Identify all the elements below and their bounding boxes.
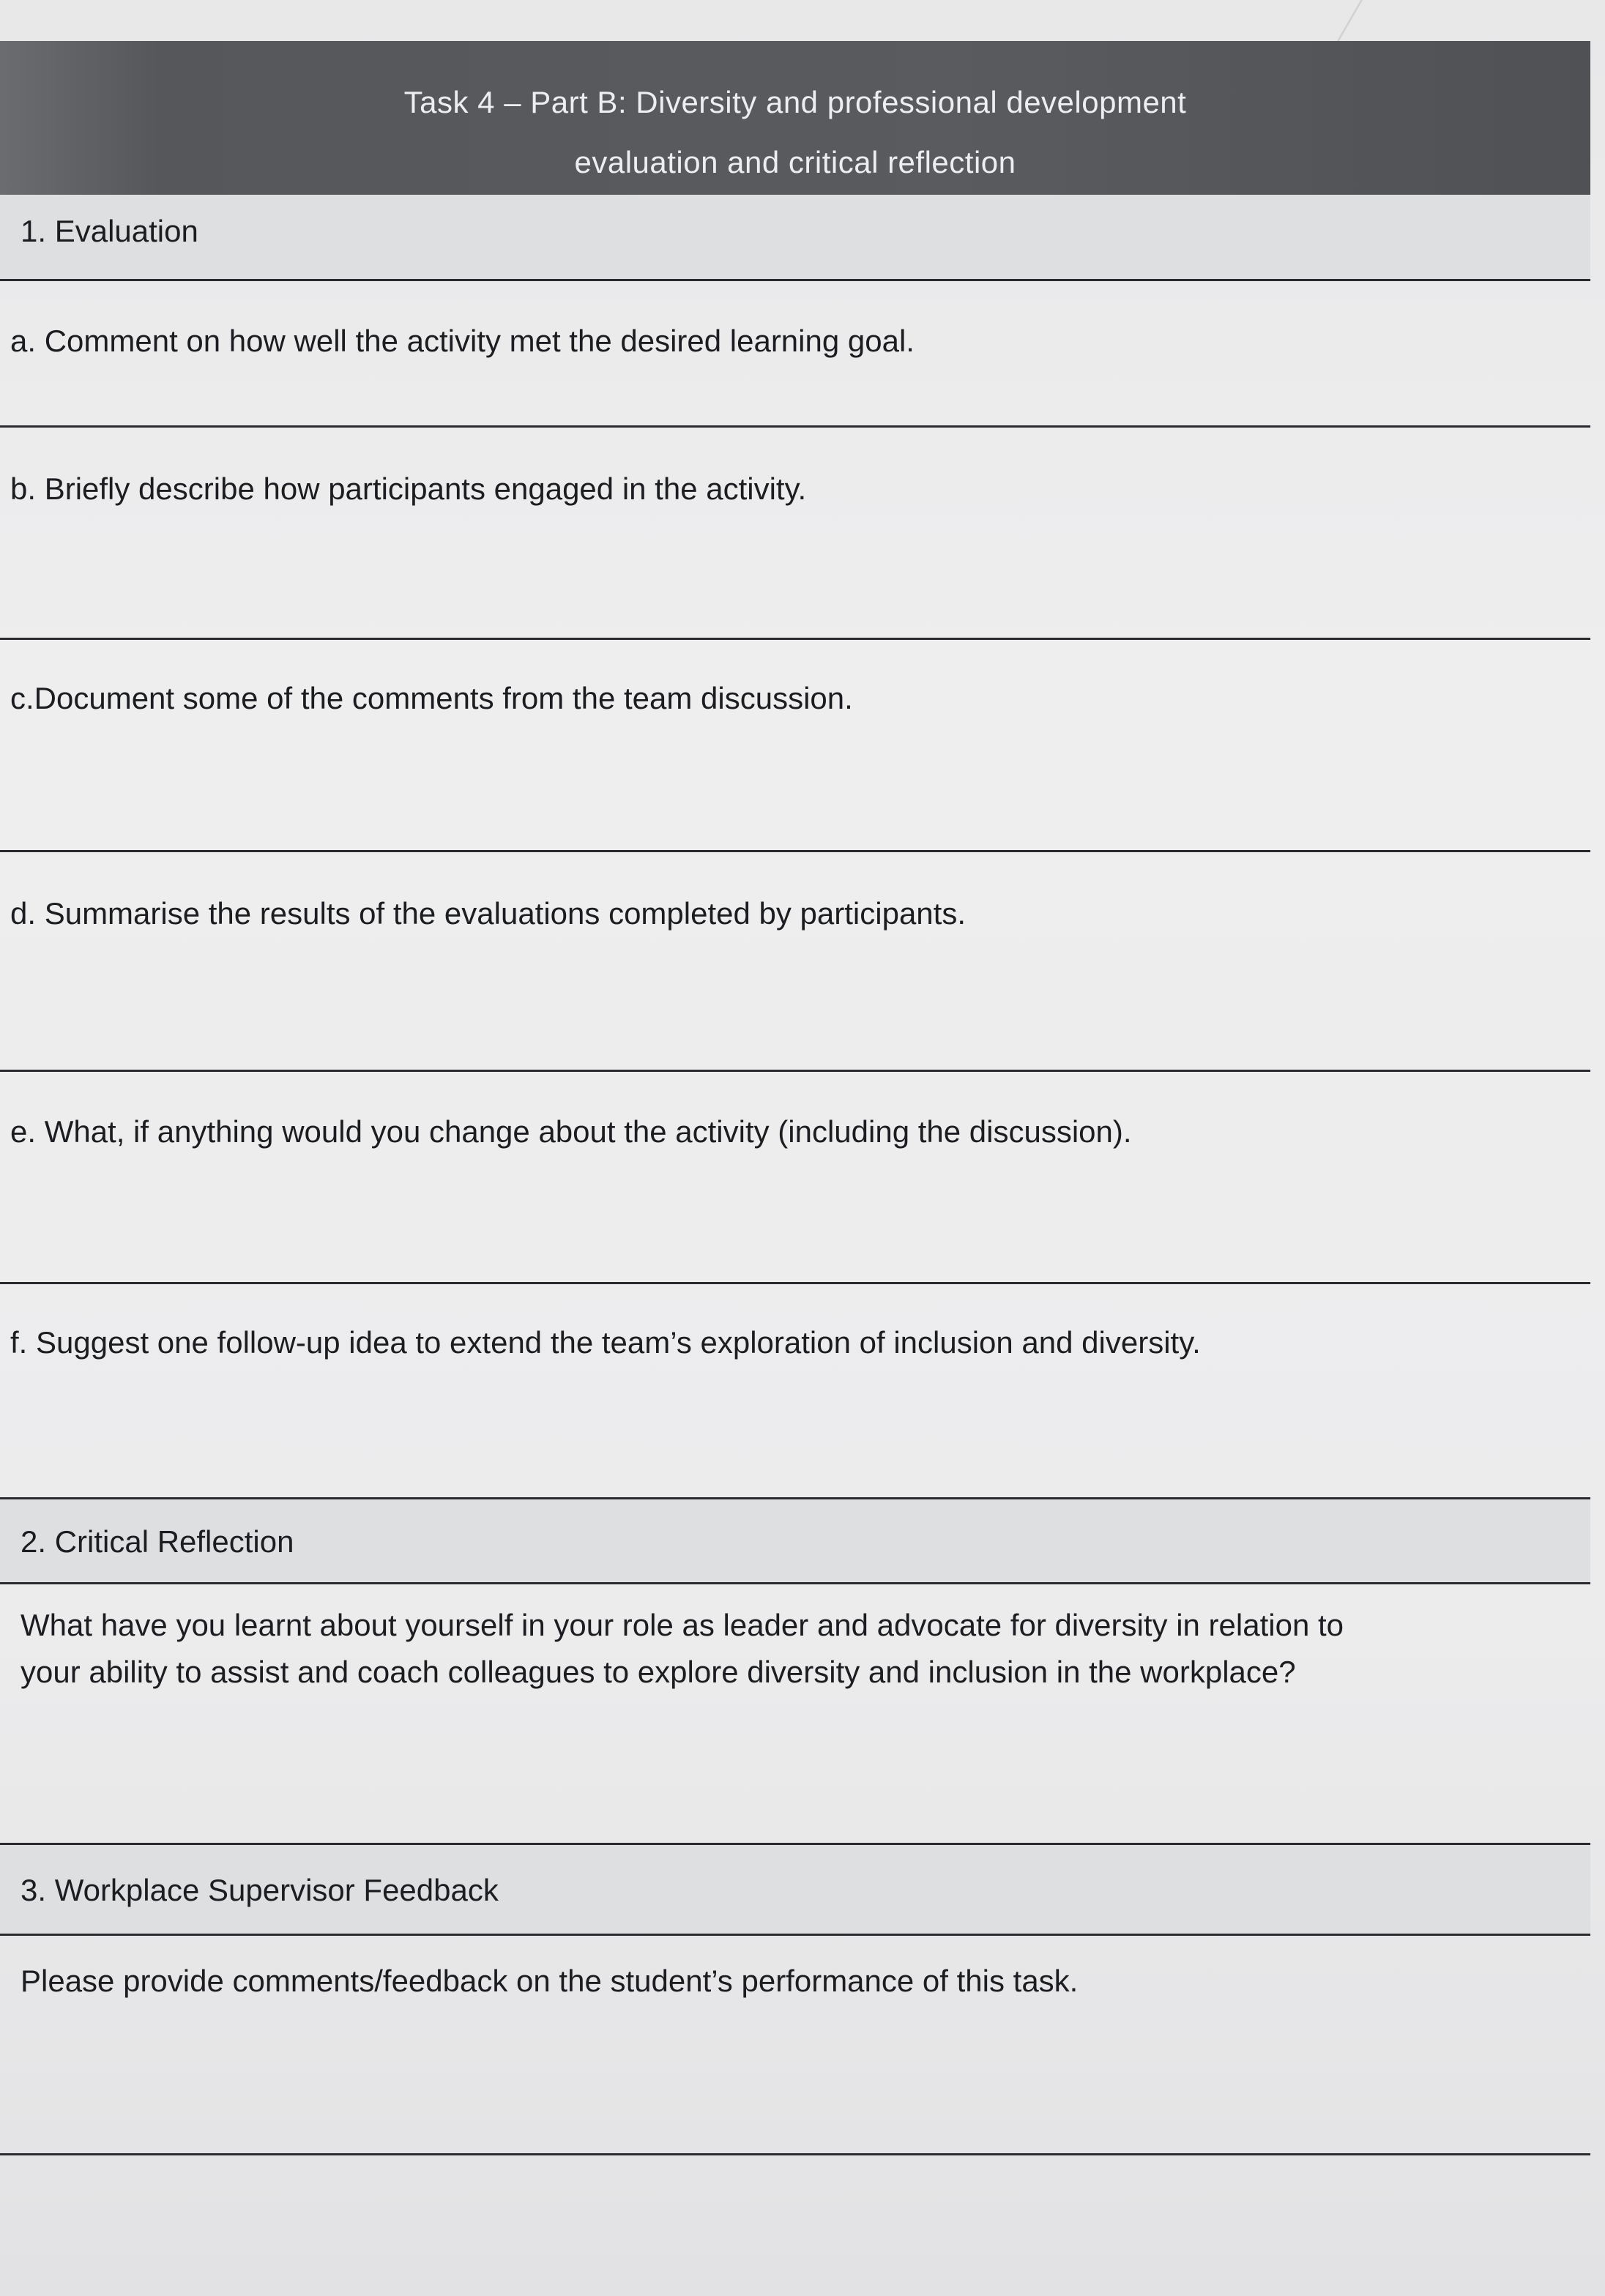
supervisor-feedback-prompt: Please provide comments/feedback on the student’s performance of this task.	[21, 1964, 1079, 1998]
question-b-row[interactable]	[0, 428, 1590, 640]
question-b-label: b. Briefly describe how participants engaged in the activity.	[10, 471, 807, 506]
question-c-row[interactable]	[0, 640, 1590, 852]
header-title-line2: evaluation and critical reflection	[574, 145, 1016, 179]
section-supervisor-feedback-title: 3. Workplace Supervisor Feedback	[21, 1873, 499, 1907]
question-c-label: c.Document some of the comments from the team discussion.	[10, 681, 853, 715]
assessment-form	[0, 41, 1593, 2164]
critical-reflection-prompt-line2: your ability to assist and coach colleagues to explore diversity and inclusion in the workplace?	[21, 1655, 1296, 1689]
question-f-row[interactable]	[0, 1284, 1590, 1499]
section-supervisor-feedback-heading	[0, 1845, 1590, 1936]
question-a-label: a. Comment on how well the activity met the desired learning goal.	[10, 324, 915, 358]
header-title-line1: Task 4 – Part B: Diversity and professional development	[403, 85, 1187, 119]
question-f-label: f. Suggest one follow-up idea to extend the team’s exploration of inclusion and diversity.	[10, 1325, 1201, 1360]
question-e-row[interactable]	[0, 1072, 1590, 1284]
paper-edge	[1334, 0, 1582, 46]
question-d-row[interactable]	[0, 852, 1590, 1072]
supervisor-feedback-answer-row[interactable]	[0, 1936, 1590, 2155]
section-evaluation-title: 1. Evaluation	[21, 214, 198, 248]
question-d-label: d. Summarise the results of the evaluations completed by participants.	[10, 896, 966, 931]
section-critical-reflection-heading	[0, 1499, 1590, 1584]
critical-reflection-prompt-line1: What have you learnt about yourself in your role as leader and advocate for diversity in relation to	[21, 1608, 1344, 1642]
question-e-label: e. What, if anything would you change about the activity (including the discussion).	[10, 1114, 1132, 1149]
question-a-row[interactable]	[0, 281, 1590, 428]
critical-reflection-answer-row[interactable]	[0, 1584, 1590, 1845]
section-critical-reflection-title: 2. Critical Reflection	[21, 1524, 294, 1559]
section-evaluation-heading	[0, 195, 1590, 281]
form-header	[0, 41, 1590, 195]
